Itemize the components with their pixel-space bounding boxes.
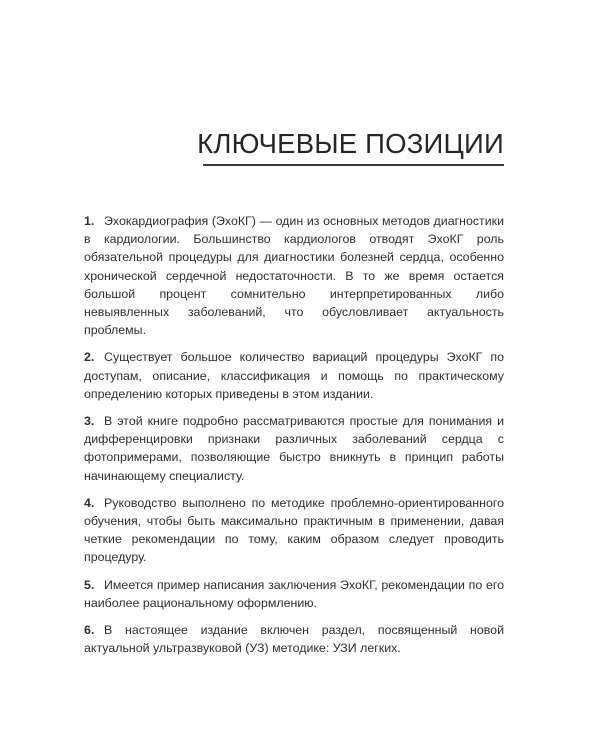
list-item (84, 412, 504, 485)
item-text: В этой книге подробно рассматриваются простые для понимания и дифференцировки признаки различных заболеваний сердца с фотопримерами, позволяющие быстро вникнуть в принцип работы начинающему специалисту. (84, 414, 504, 483)
item-text: Эхокардиография (ЭхоКГ) — один из основных методов диагностики в кардиологии. Большинство кардиологов отводят ЭхоКГ роль обязательной процедуры для диагностики болезней сердца, особенно хронической сердечной недостаточности. В то же время остается большой процент сомнительно интерпретированных либо невыявленных заболеваний, что обусловливает актуальность проблемы. (84, 214, 504, 338)
list-item (84, 621, 504, 657)
item-number: 1. (84, 214, 95, 228)
item-number: 3. (84, 414, 95, 429)
list-item (84, 212, 504, 339)
key-points-list (84, 212, 504, 657)
item-number: 4. (84, 495, 95, 510)
item-text: Существует большое количество вариаций процедуры ЭхоКГ по доступам, описание, классификация и помощь по практическому определению которых приведены в этом издании. (84, 350, 504, 401)
item-number: 5. (84, 577, 95, 592)
title-underline (203, 164, 504, 166)
item-text: В настоящее издание включен раздел, посвященный новой актуальной ультразвуковой (УЗ) методике: УЗИ легких. (84, 623, 504, 656)
item-text: Имеется пример написания заключения ЭхоКГ, рекомендации по его наиболее рациональному оформлению. (84, 577, 504, 610)
page-title: КЛЮЧЕВЫЕ ПОЗИЦИИ (197, 128, 504, 159)
list-item (84, 494, 504, 567)
item-number: 2. (84, 350, 95, 365)
item-text: Руководство выполнено по методике проблемно-ориентированного обучения, чтобы быть максимально практичным в применении, давая четкие рекомендации по тому, каким образом следует проводить процедуру. (84, 495, 504, 565)
list-item (84, 348, 504, 403)
item-number: 6. (84, 623, 95, 638)
list-item (84, 576, 504, 612)
